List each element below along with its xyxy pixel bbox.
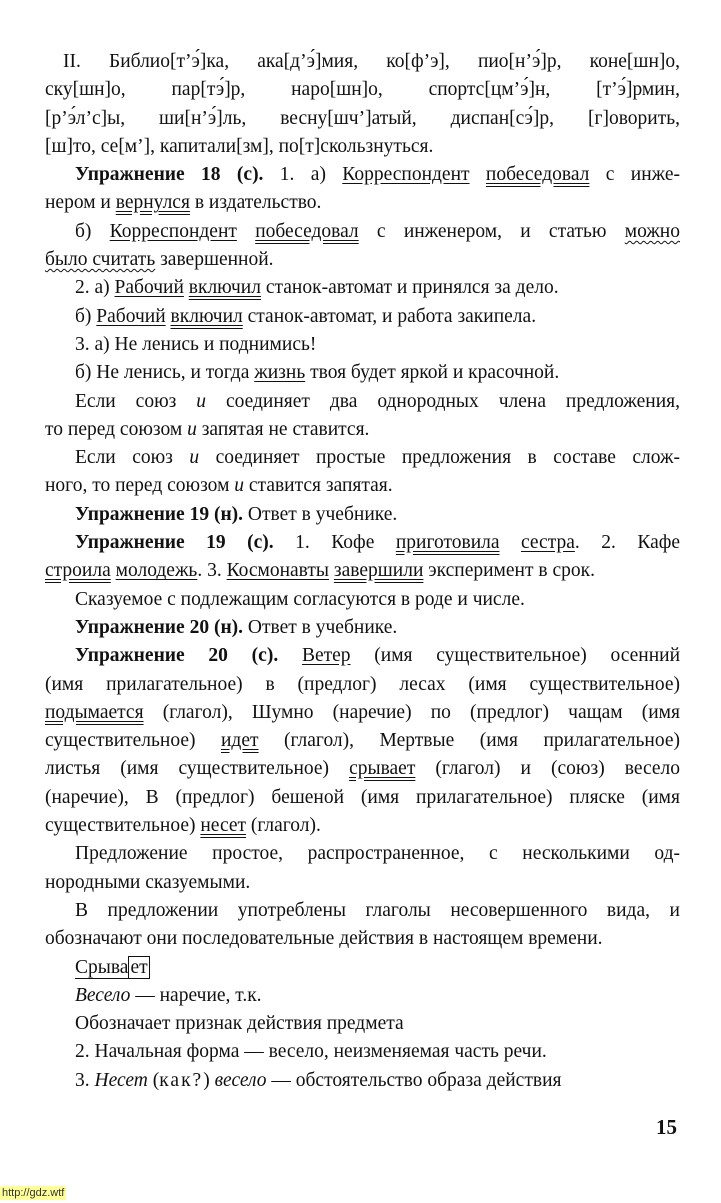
- watermark-link[interactable]: http://gdz.wtf: [2, 1187, 65, 1199]
- text-segment: (имя прилагательное) в (предлог) лесах (имя существительное): [45, 673, 680, 695]
- paragraph: [45, 982, 680, 1010]
- page-number: 15: [656, 1115, 677, 1139]
- text-line: [45, 925, 680, 953]
- italic-word: Весело: [75, 984, 131, 1006]
- text-line: [45, 1067, 680, 1095]
- paragraph: [45, 303, 680, 331]
- text-line: [45, 1010, 680, 1038]
- text-segment: [р’э́л’с]ы, ши[н’э́]ль, весну[шч’]атый, диспан[сэ́]р, [г]оворить,: [45, 107, 680, 129]
- predicate-underline: завершили: [333, 560, 424, 582]
- wavy-underline: можно: [624, 220, 680, 242]
- predicate-underline: побеседовал: [255, 220, 359, 242]
- word-root: Срыва: [75, 956, 129, 978]
- text-line: [45, 840, 680, 868]
- subject-underline: Ветер: [301, 645, 351, 667]
- paragraph: [45, 1010, 680, 1038]
- text-segment: ску[шн]о, пар[тэ́]р, наро[шн]о, спортс[цм’э́]н, [т’э́]рмин,: [45, 79, 680, 101]
- italic-word: и: [234, 475, 245, 497]
- text-line: [45, 76, 680, 104]
- paragraph: [45, 954, 680, 982]
- text-line: [45, 501, 680, 529]
- text-line: [45, 472, 680, 500]
- text-segment: 3.: [75, 1069, 95, 1091]
- text-segment: [278, 645, 302, 666]
- paragraph: [45, 897, 680, 954]
- italic-word: и: [187, 418, 197, 440]
- text-line: [45, 388, 680, 416]
- subject-underline: сестра: [521, 532, 575, 554]
- paragraph: [45, 274, 680, 302]
- text-segment: Предложение простое, распространенное, с несколькими од-: [75, 843, 680, 865]
- text-line: [45, 671, 680, 699]
- text-segment: Сказуемое с подлежащим согласуются в роде и числе.: [75, 588, 525, 610]
- paragraph: [45, 1067, 680, 1095]
- text-segment: твоя будет яркой и красочной.: [305, 362, 560, 384]
- text-segment: [ш]то, се[м’], капитали[зм], по[т]скользнуться.: [45, 135, 434, 157]
- text-segment: (глагол), Мертвые (имя прилагательное): [258, 730, 680, 752]
- italic-word: и: [189, 447, 200, 469]
- text-line: [45, 727, 680, 755]
- text-segment: нородными сказуемыми.: [45, 871, 251, 893]
- paragraph: [45, 614, 680, 642]
- predicate-underline: вернулся: [115, 192, 190, 214]
- predicate-underline: включил: [188, 277, 261, 299]
- predicate-underline: строила: [45, 560, 111, 582]
- text-segment: 2. а): [75, 277, 115, 299]
- subject-underline: Рабочий: [114, 277, 184, 299]
- text-line: [45, 869, 680, 897]
- subject-underline: Корреспондент: [342, 164, 470, 186]
- paragraph: [45, 840, 680, 897]
- predicate-underline: приготовила: [395, 532, 500, 554]
- word-ending: ет: [130, 956, 148, 978]
- text-segment: — обстоятельство образа действия: [266, 1069, 562, 1091]
- text-line: [45, 303, 680, 331]
- text-segment: эксперимент в срок.: [423, 560, 595, 582]
- text-line: [45, 784, 680, 812]
- text-segment: запятая не ставится.: [196, 418, 370, 440]
- text-segment: с инже-: [589, 164, 681, 186]
- text-segment: ставится запятая.: [244, 475, 393, 497]
- text-line: [45, 48, 680, 76]
- paragraph: [45, 642, 680, 840]
- text-line: [45, 105, 680, 133]
- text-segment: существительное): [45, 815, 201, 837]
- text-segment: с инженером, и статью: [358, 220, 625, 242]
- text-line: [45, 444, 680, 472]
- paragraph: [45, 586, 680, 614]
- text-segment: то перед союзом: [45, 418, 188, 440]
- subject-underline: Рабочий: [96, 305, 166, 327]
- text-line: [45, 331, 680, 359]
- text-segment: ного, то перед союзом: [45, 475, 235, 497]
- text-line: [45, 189, 680, 217]
- text-segment: существительное): [45, 730, 221, 752]
- wavy-underline: было считать: [45, 249, 156, 271]
- exercise-heading: Упражнение 19 (с).: [75, 532, 274, 554]
- predicate-underline: идет: [221, 730, 259, 752]
- text-line: [45, 274, 680, 302]
- exercise-heading: Упражнение 20 (н).: [75, 616, 244, 638]
- italic-word: Несет: [94, 1069, 148, 1091]
- text-segment: (наречие), В (предлог) бешеной (имя прилагательное) пляске (имя: [45, 786, 680, 808]
- text-segment: II. Библио[т’э́]ка, ака[д’э́]мия, ко[ф’э], пио[н’э́]р, коне[шн]о,: [63, 51, 680, 72]
- paragraph: [45, 48, 680, 161]
- spaced-text: как?: [159, 1069, 204, 1091]
- paragraph: [45, 331, 680, 359]
- document-page-text: [45, 48, 680, 1095]
- text-segment: соединяет два однородных члена предложения,: [206, 390, 680, 412]
- paragraph: [45, 359, 680, 387]
- text-segment: (глагол) и (союз) весело: [415, 758, 680, 780]
- text-line: [45, 161, 680, 189]
- predicate-underline: несет: [200, 815, 247, 837]
- text-segment: . 3.: [197, 560, 227, 582]
- text-segment: 2. Начальная форма — весело, неизменяемая часть речи.: [75, 1041, 547, 1063]
- text-line: [45, 416, 680, 444]
- text-line: [45, 614, 680, 642]
- text-segment: станок-автомат, и работа закипела.: [242, 305, 537, 327]
- text-segment: 3. а) Не ленись и поднимись!: [75, 333, 317, 355]
- text-segment: станок-автомат и принялся за дело.: [260, 277, 559, 299]
- text-segment: б): [75, 305, 97, 327]
- text-line: [45, 642, 680, 670]
- paragraph: [45, 218, 680, 275]
- text-segment: завершенной.: [155, 249, 274, 271]
- text-segment: б) Не ленись, и тогда: [75, 362, 255, 384]
- text-line: [45, 586, 680, 614]
- text-line: [45, 954, 680, 982]
- text-segment: (: [147, 1069, 160, 1091]
- predicate-underline: побеседовал: [485, 164, 590, 186]
- text-segment: Ответ в учебнике.: [243, 503, 398, 525]
- subject-underline: Космонавты: [226, 560, 330, 582]
- text-segment: Если союз: [75, 390, 197, 412]
- text-segment: нером и: [45, 192, 116, 214]
- subject-underline: Корреспондент: [109, 220, 237, 242]
- text-line: [45, 755, 680, 783]
- text-line: [45, 529, 680, 557]
- predicate-underline: включил: [170, 305, 243, 327]
- text-segment: (глагол), Шумно (наречие) по (предлог) чащам (имя: [143, 701, 680, 723]
- text-line: [45, 246, 680, 274]
- text-segment: обозначают они последовательные действия в настоящем времени.: [45, 928, 603, 950]
- subject-underline: жизнь: [254, 362, 306, 384]
- text-segment: [500, 532, 521, 553]
- text-segment: [470, 164, 486, 185]
- text-segment: (глагол).: [246, 815, 321, 837]
- exercise-heading: Упражнение 19 (н).: [75, 503, 244, 525]
- text-segment: [237, 221, 255, 242]
- text-line: [45, 699, 680, 727]
- text-segment: . 2. Кафе: [574, 532, 681, 554]
- predicate-underline: срывает: [349, 758, 416, 780]
- paragraph: [45, 529, 680, 586]
- text-line: [45, 1038, 680, 1066]
- text-segment: — наречие, т.к.: [130, 984, 262, 1006]
- text-segment: б): [75, 220, 110, 242]
- text-line: [45, 897, 680, 925]
- paragraph: [45, 161, 680, 218]
- predicate-underline: подымается: [45, 701, 144, 723]
- text-segment: (имя существительное) осенний: [350, 645, 681, 667]
- text-line: [45, 812, 680, 840]
- text-segment: в издательство.: [189, 192, 322, 214]
- text-segment: листья (имя существительное): [45, 758, 350, 780]
- text-line: [45, 133, 680, 161]
- text-segment: 1. а): [263, 164, 343, 186]
- exercise-heading: Упражнение 20 (с).: [75, 645, 279, 667]
- text-line: [45, 557, 680, 585]
- text-segment: В предложении употреблены глаголы несовершенного вида, и: [75, 899, 680, 921]
- paragraph: [45, 388, 680, 445]
- text-segment: Обозначает признак действия предмета: [75, 1013, 404, 1035]
- subject-underline: молодежь: [115, 560, 198, 582]
- text-line: [45, 218, 680, 246]
- paragraph: [45, 1038, 680, 1066]
- text-segment: Ответ в учебнике.: [243, 616, 398, 638]
- text-line: [45, 359, 680, 387]
- paragraph: [45, 444, 680, 501]
- text-line: [45, 982, 680, 1010]
- text-segment: 1. Кофе: [273, 532, 396, 554]
- text-segment: ): [203, 1069, 215, 1091]
- italic-word: и: [196, 390, 207, 412]
- italic-word: весело: [214, 1069, 267, 1091]
- text-segment: соединяет простые предложения в составе слож-: [199, 447, 680, 469]
- exercise-heading: Упражнение 18 (с).: [75, 164, 264, 186]
- text-segment: Если союз: [75, 447, 190, 469]
- paragraph: [45, 501, 680, 529]
